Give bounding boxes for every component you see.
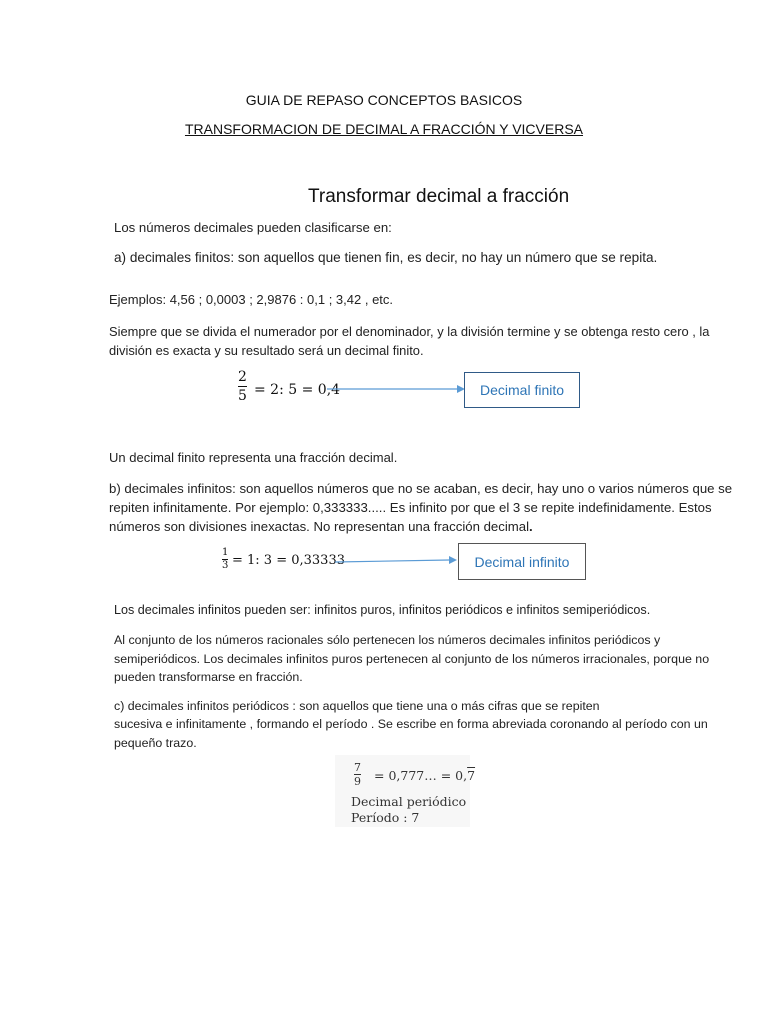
infinitos-def-line3 <box>109 519 533 534</box>
fraction-denominator: 9 <box>354 775 361 788</box>
periodic-caption-2: Período : 7 <box>351 810 420 825</box>
finitos-examples: Ejemplos: 4,56 ; 0,0003 ; 2,9876 : 0,1 ; 3,42 , etc. <box>109 292 394 307</box>
finitos-rule-line2: división es exacta y su resultado será un decimal finito. <box>109 343 424 358</box>
arrow-icon <box>333 555 457 567</box>
infinitos-def-line1: b) decimales infinitos: son aquellos números que no se acaban, es decir, hay uno o varios números que se <box>109 481 733 496</box>
periodic-caption-1: Decimal periódico <box>351 794 467 809</box>
infinito-formula-result: = 1: 3 = 0,33333 <box>232 553 345 568</box>
finitos-rule-line1: Siempre que se divida el numerador por el denominador, y la división termine y se obtenga resto cero , la <box>109 324 710 339</box>
decimal-finito-box <box>464 372 580 408</box>
arrow-icon <box>325 383 465 395</box>
periodic-digit: 7 <box>467 768 476 783</box>
racionales-line2: semiperiódicos. Los decimales infinitos puros pertenecen al conjunto de los números irracionales, porque no <box>114 652 710 666</box>
decimal-finito-label: Decimal finito <box>479 382 565 398</box>
racionales-line1: Al conjunto de los números racionales sólo pertenecen los números decimales infinitos periódicos y <box>114 633 661 647</box>
decimal-infinito-box <box>458 543 586 580</box>
document-title: GUIA DE REPASO CONCEPTOS BASICOS <box>245 92 523 108</box>
periodic-example-formula <box>374 768 475 783</box>
finitos-definition: a) decimales finitos: son aquellos que tienen fin, es decir, no hay un número que se repita. <box>114 250 658 265</box>
intro-text: Los números decimales pueden clasificarse en: <box>114 220 392 235</box>
fraction-numerator: 2 <box>238 369 247 385</box>
periodicos-line3: pequeño trazo. <box>114 736 197 750</box>
decimal-infinito-label: Decimal infinito <box>474 553 570 570</box>
periodic-formula-text: = 0,777… = 0, <box>374 768 468 783</box>
fraction-numerator: 7 <box>354 761 361 774</box>
infinitos-types: Los decimales infinitos pueden ser: infinitos puros, infinitos periódicos e infinitos semiperiódicos. <box>114 603 651 617</box>
fraction-2-5 <box>238 370 247 403</box>
fraction-numerator: 1 <box>222 547 229 558</box>
fraction-denominator: 3 <box>222 560 229 571</box>
periodicos-line2: sucesiva e infinitamente , formando el período . Se escribe en forma abreviada coronando al período con un <box>114 717 708 731</box>
infinitos-def-line2: repiten infinitamente. Por ejemplo: 0,333333..... Es infinito por que el 3 se repite indefinidamente. Estos <box>109 500 712 515</box>
fraction-7-9 <box>354 762 361 787</box>
finito-formula-result: = 2: 5 = 0,4 <box>254 382 341 398</box>
finito-note: Un decimal finito representa una fracción decimal. <box>109 450 398 465</box>
section-heading: Transformar decimal a fracción <box>308 186 570 207</box>
infinitos-def-line3-period: . <box>529 519 533 534</box>
periodicos-line1: c) decimales infinitos periódicos : son aquellos que tiene una o más cifras que se repiten <box>114 699 600 713</box>
fraction-1-3 <box>222 548 228 571</box>
document-subtitle: TRANSFORMACION DE DECIMAL A FRACCIÓN Y VICVERSA <box>184 121 584 137</box>
fraction-bar <box>238 386 247 387</box>
racionales-line3: pueden transformarse en fracción. <box>114 670 303 684</box>
fraction-denominator: 5 <box>238 388 247 404</box>
infinitos-def-line3-text: números son divisiones inexactas. No representan una fracción decimal <box>109 519 530 534</box>
